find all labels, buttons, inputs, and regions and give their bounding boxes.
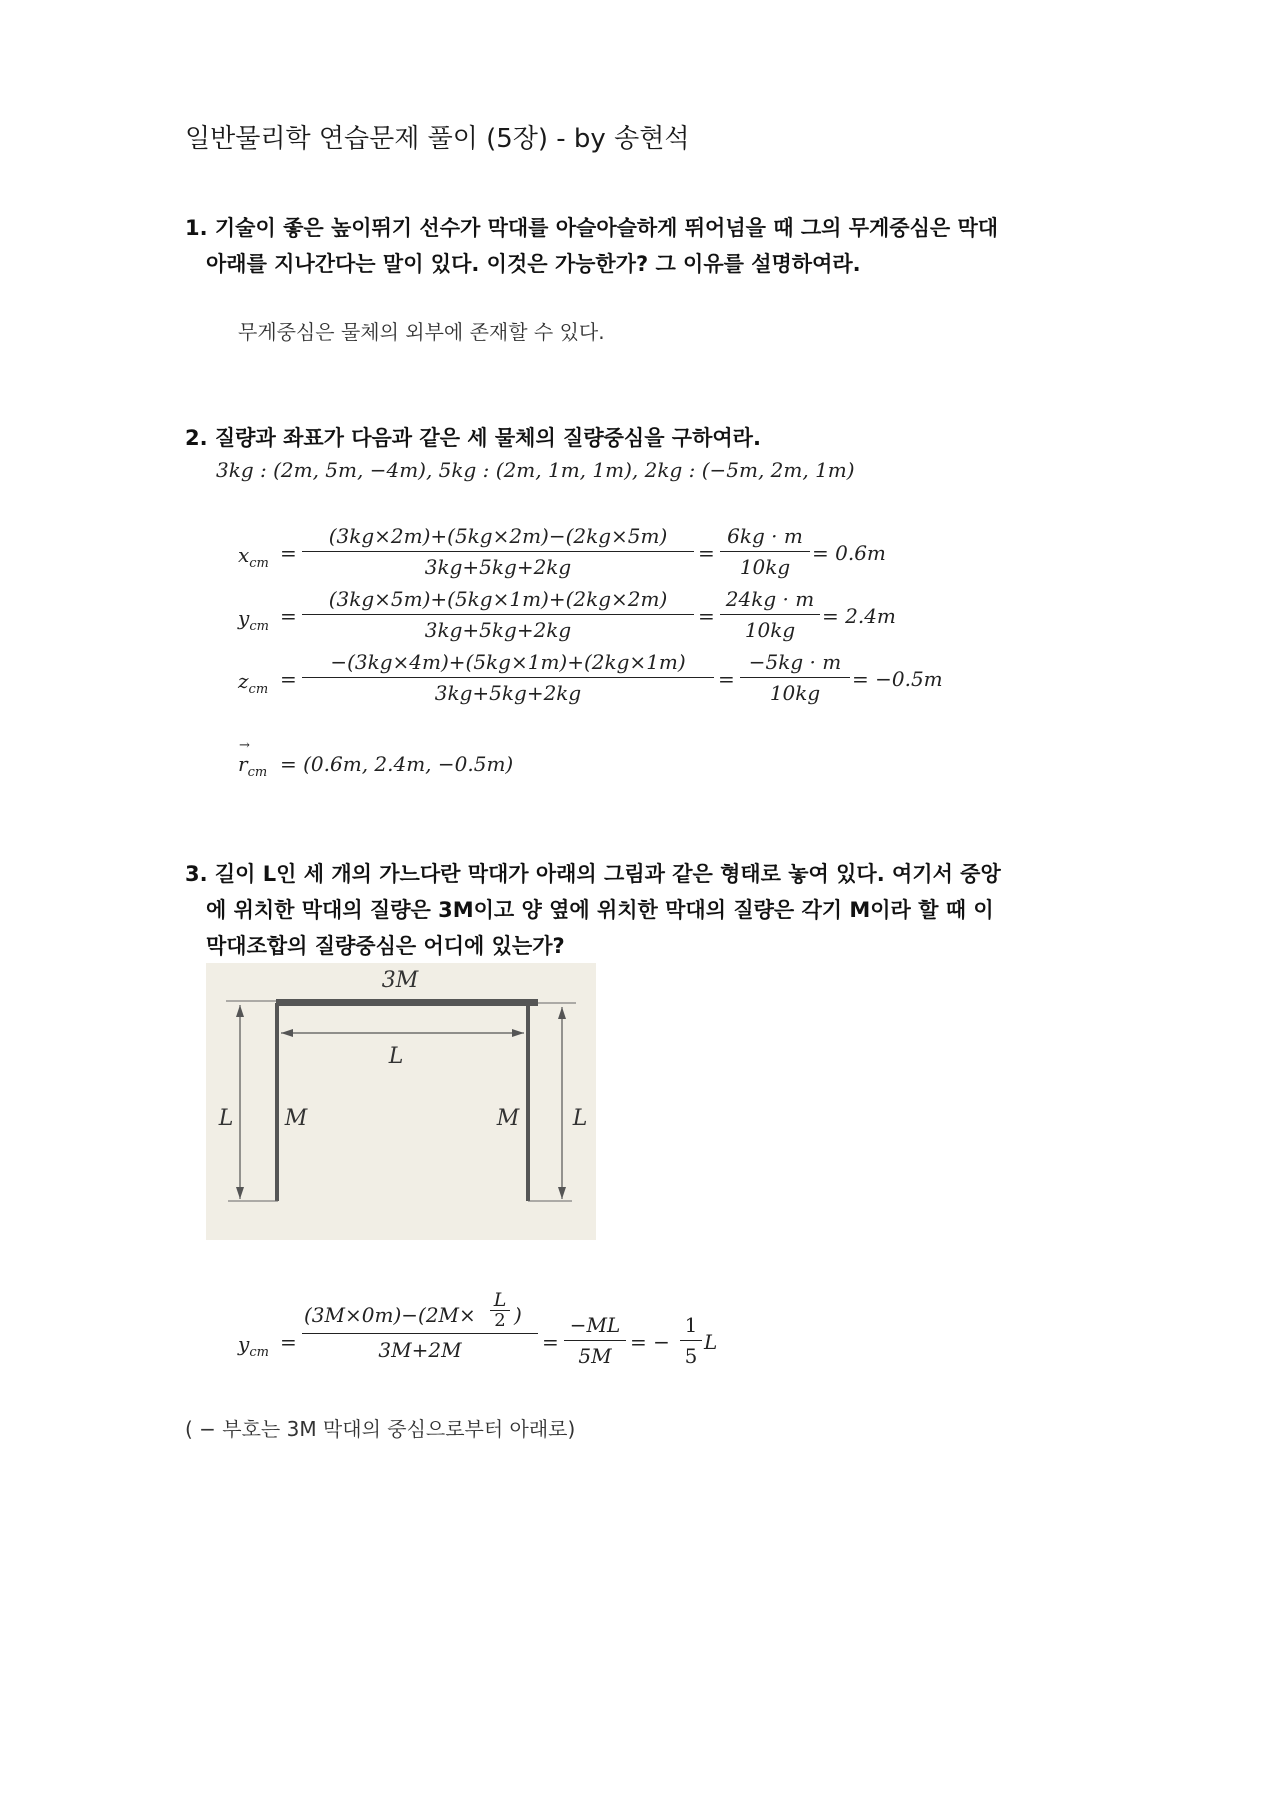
- top-rod: [276, 999, 538, 1006]
- solution-fraction-2: $\frac{-ML}{5M}$: [564, 1313, 626, 1368]
- solution-tail: L: [704, 1330, 718, 1354]
- solution-equals-3: = −: [630, 1330, 670, 1354]
- ycm-equals: =: [280, 604, 297, 628]
- page-title: 일반물리학 연습문제 풀이 (5장) - by 송현석: [185, 124, 690, 154]
- problem3-line1: 3. 길이 L인 세 개의 가느다란 막대가 아래의 그림과 같은 형태로 놓여 있다. 여기서 중앙: [185, 862, 1001, 886]
- solution-equals-2: =: [542, 1330, 559, 1354]
- left-mass-label: M: [284, 1106, 308, 1131]
- right-length-label: L: [572, 1106, 588, 1131]
- ycm-equals-2: =: [698, 604, 715, 628]
- problem1-answer: 무게중심은 물체의 외부에 존재할 수 있다.: [238, 320, 605, 344]
- ycm-result: = 2.4m: [822, 604, 896, 628]
- zcm-numerator: −(3kg×4m)+(5kg×1m)+(2kg×1m): [302, 650, 714, 678]
- solution-denominator: 3M+2M: [378, 1338, 462, 1362]
- zcm-equals-2: =: [718, 667, 735, 691]
- right-rod: [526, 1003, 530, 1201]
- right-mass-label: M: [496, 1106, 520, 1131]
- top-mass-label: 3M: [381, 968, 419, 993]
- xcm-result: = 0.6m: [812, 541, 886, 565]
- solution-fraction-3: $\frac{1}{5}$: [680, 1313, 702, 1368]
- xcm-numerator: (3kg×2m)+(5kg×2m)−(2kg×5m): [302, 524, 694, 552]
- rcm-value: = (0.6m, 2.4m, −0.5m): [280, 752, 514, 776]
- problem2-givens: 3kg : (2m, 5m, −4m), 5kg : (2m, 1m, 1m), 2kg : (−5m, 2m, 1m): [216, 458, 855, 482]
- zcm-fraction-2: $\frac{-5kg \cdot m}{10kg}$: [740, 650, 850, 705]
- ycm-numerator: (3kg×5m)+(5kg×1m)+(2kg×2m): [302, 587, 694, 615]
- xcm-fraction: [302, 524, 694, 579]
- solution-fraction: [302, 1288, 538, 1362]
- xcm-denominator: 3kg+5kg+2kg: [424, 555, 572, 579]
- ycm-fraction: [302, 587, 694, 642]
- problem3-note: ( − 부호는 3M 막대의 중심으로부터 아래로): [185, 1417, 576, 1441]
- ycm-label: $y_{cm}$: [238, 606, 269, 634]
- problem3-line2: 에 위치한 막대의 질량은 3M이고 양 옆에 위치한 막대의 질량은 각기 M이라 할 때 이: [206, 898, 994, 922]
- solution-inner-fraction: L 2: [490, 1290, 510, 1331]
- problem3-line3: 막대조합의 질량중심은 어디에 있는가?: [206, 934, 565, 958]
- problem2-question: 2. 질량과 좌표가 다음과 같은 세 물체의 질량중심을 구하여라.: [185, 426, 761, 450]
- ycm-fraction-2: $\frac{24kg \cdot m}{10kg}$: [720, 587, 820, 642]
- zcm-equals: =: [280, 667, 297, 691]
- span-length-label: L: [388, 1044, 404, 1069]
- solution-ycm-label: $y_{cm}$: [238, 1332, 269, 1360]
- solution-equals: =: [280, 1330, 297, 1354]
- ycm-denominator: 3kg+5kg+2kg: [424, 618, 572, 642]
- zcm-result: = −0.5m: [852, 667, 943, 691]
- rcm-label: → $r_{cm}$: [238, 738, 268, 780]
- xcm-fraction-2: $\frac{6kg \cdot m}{10kg}$: [720, 524, 810, 579]
- rod-figure: [206, 963, 596, 1240]
- zcm-denominator: 3kg+5kg+2kg: [434, 681, 582, 705]
- left-rod: [275, 1003, 279, 1201]
- xcm-equals-2: =: [698, 541, 715, 565]
- left-length-label: L: [218, 1106, 234, 1131]
- zcm-label: $z_{cm}$: [238, 669, 269, 697]
- zcm-fraction: [302, 650, 714, 705]
- xcm-label: $x_{cm}$: [238, 543, 269, 571]
- xcm-equals: =: [280, 541, 297, 565]
- problem1-line2: 아래를 지나간다는 말이 있다. 이것은 가능한가? 그 이유를 설명하여라.: [206, 252, 861, 276]
- problem1-line1: 1. 기술이 좋은 높이뛰기 선수가 막대를 아슬아슬하게 뛰어넘을 때 그의 무게중심은 막대: [185, 216, 999, 240]
- solution-numerator: (3M×0m)−(2M× L 2 ): [302, 1288, 538, 1334]
